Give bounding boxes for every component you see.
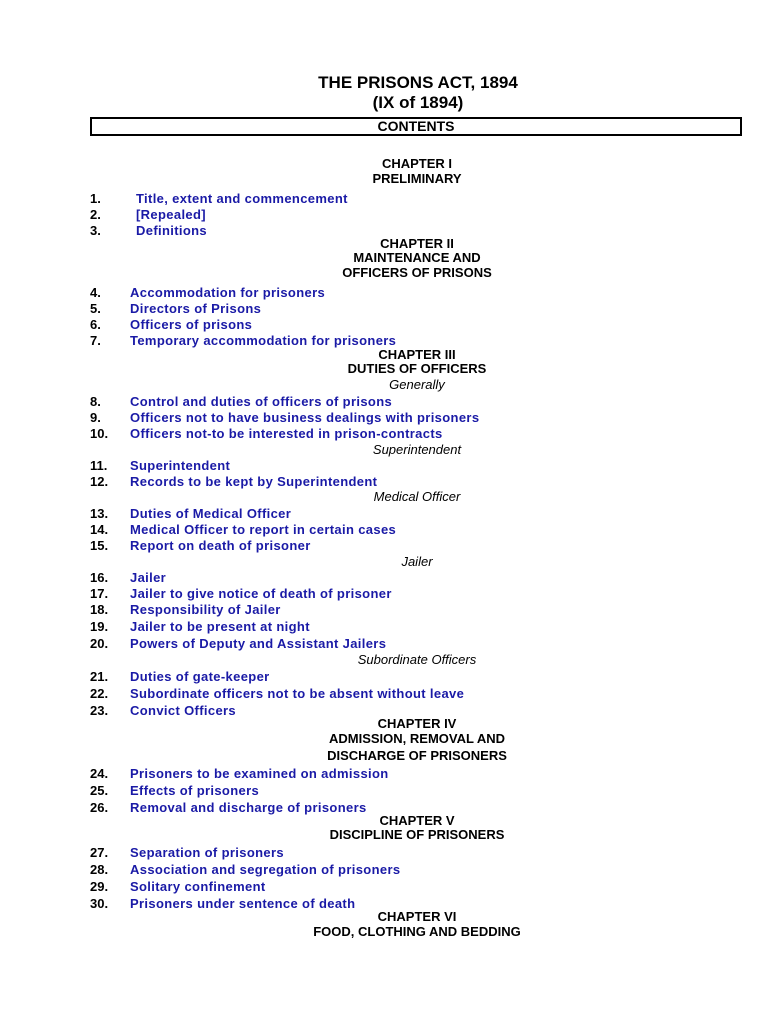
- section-number: 2.: [90, 207, 101, 222]
- section-number: 21.: [90, 669, 109, 684]
- toc-link-section-20[interactable]: Powers of Deputy and Assistant Jailers: [130, 636, 387, 651]
- section-number: 10.: [90, 426, 109, 441]
- document-title: THE PRISONS ACT, 1894: [318, 73, 518, 92]
- section-number: 4.: [90, 285, 101, 300]
- section-number: 1.: [90, 191, 101, 206]
- toc-link-section-24[interactable]: Prisoners to be examined on admission: [130, 766, 389, 781]
- chapter-heading: CHAPTER V: [379, 813, 455, 828]
- toc-link-section-29[interactable]: Solitary confinement: [130, 879, 266, 894]
- section-number: 15.: [90, 538, 109, 553]
- section-number: 7.: [90, 333, 101, 348]
- section-number: 20.: [90, 636, 109, 651]
- toc-link-section-22[interactable]: Subordinate officers not to be absent without leave: [130, 686, 465, 701]
- toc-link-section-7[interactable]: Temporary accommodation for prisoners: [130, 333, 397, 348]
- chapter-heading: CHAPTER VI: [377, 909, 457, 924]
- subheading: Superintendent: [372, 442, 462, 457]
- chapter-title: ADMISSION, REMOVAL AND: [329, 731, 505, 746]
- toc-link-section-6[interactable]: Officers of prisons: [130, 317, 253, 332]
- section-number: 13.: [90, 506, 109, 521]
- toc-link-section-3[interactable]: Definitions: [136, 223, 208, 238]
- toc-link-section-13[interactable]: Duties of Medical Officer: [130, 506, 292, 521]
- toc-link-section-27[interactable]: Separation of prisoners: [130, 845, 284, 860]
- chapter-heading: CHAPTER I: [381, 156, 453, 171]
- chapter-title: DISCHARGE OF PRISONERS: [327, 748, 507, 763]
- chapter-title: DISCIPLINE OF PRISONERS: [329, 827, 505, 842]
- chapter-heading: CHAPTER III: [378, 347, 456, 362]
- toc-link-section-28[interactable]: Association and segregation of prisoners: [130, 862, 401, 877]
- section-number: 25.: [90, 783, 109, 798]
- section-number: 16.: [90, 570, 109, 585]
- chapter-heading: CHAPTER IV: [377, 716, 457, 731]
- toc-link-section-9[interactable]: Officers not to have business dealings with prisoners: [130, 410, 480, 425]
- subheading: Subordinate Officers: [357, 652, 477, 667]
- subheading: Jailer: [401, 554, 433, 569]
- section-number: 3.: [90, 223, 101, 238]
- section-number: 28.: [90, 862, 109, 877]
- section-number: 30.: [90, 896, 109, 911]
- section-number: 24.: [90, 766, 109, 781]
- chapter-heading: CHAPTER II: [380, 236, 454, 251]
- section-number: 27.: [90, 845, 109, 860]
- section-number: 26.: [90, 800, 109, 815]
- contents-header: CONTENTS: [90, 117, 742, 136]
- section-number: 22.: [90, 686, 109, 701]
- section-number: 18.: [90, 602, 109, 617]
- toc-link-section-1[interactable]: Title, extent and commencement: [136, 191, 348, 206]
- section-number: 9.: [90, 410, 101, 425]
- subheading: Generally: [389, 377, 445, 392]
- chapter-title: FOOD, CLOTHING AND BEDDING: [313, 924, 521, 939]
- toc-link-section-19[interactable]: Jailer to be present at night: [130, 619, 310, 634]
- toc-link-section-26[interactable]: Removal and discharge of prisoners: [130, 800, 367, 815]
- toc-link-section-10[interactable]: Officers not-to be interested in prison-contracts: [130, 426, 443, 441]
- toc-link-section-8[interactable]: Control and duties of officers of prisons: [130, 394, 393, 409]
- toc-link-section-11[interactable]: Superintendent: [130, 458, 231, 473]
- toc-link-section-16[interactable]: Jailer: [130, 570, 167, 585]
- toc-link-section-30[interactable]: Prisoners under sentence of death: [130, 896, 356, 911]
- toc-link-section-4[interactable]: Accommodation for prisoners: [130, 285, 326, 300]
- toc-link-section-25[interactable]: Effects of prisoners: [130, 783, 260, 798]
- toc-link-section-17[interactable]: Jailer to give notice of death of prisoner: [130, 586, 392, 601]
- section-number: 6.: [90, 317, 101, 332]
- section-number: 8.: [90, 394, 101, 409]
- chapter-title: MAINTENANCE AND: [353, 250, 481, 265]
- section-number: 17.: [90, 586, 109, 601]
- toc-link-section-15[interactable]: Report on death of prisoner: [130, 538, 311, 553]
- section-number: 11.: [90, 458, 108, 473]
- document-subtitle: (IX of 1894): [372, 93, 464, 112]
- toc-link-section-21[interactable]: Duties of gate-keeper: [130, 669, 270, 684]
- section-number: 19.: [90, 619, 109, 634]
- section-number: 14.: [90, 522, 109, 537]
- chapter-title: OFFICERS OF PRISONS: [342, 265, 492, 280]
- toc-link-section-12[interactable]: Records to be kept by Superintendent: [130, 474, 378, 489]
- toc-link-section-14[interactable]: Medical Officer to report in certain cases: [130, 522, 397, 537]
- toc-link-section-18[interactable]: Responsibility of Jailer: [130, 602, 281, 617]
- toc-link-section-23[interactable]: Convict Officers: [130, 703, 237, 718]
- section-number: 29.: [90, 879, 109, 894]
- chapter-title: PRELIMINARY: [372, 171, 462, 186]
- section-number: 23.: [90, 703, 109, 718]
- section-number: 5.: [90, 301, 101, 316]
- toc-link-section-5[interactable]: Directors of Prisons: [130, 301, 262, 316]
- chapter-title: DUTIES OF OFFICERS: [347, 361, 487, 376]
- toc-link-section-2[interactable]: [Repealed]: [136, 207, 206, 222]
- subheading: Medical Officer: [373, 489, 461, 504]
- section-number: 12.: [90, 474, 109, 489]
